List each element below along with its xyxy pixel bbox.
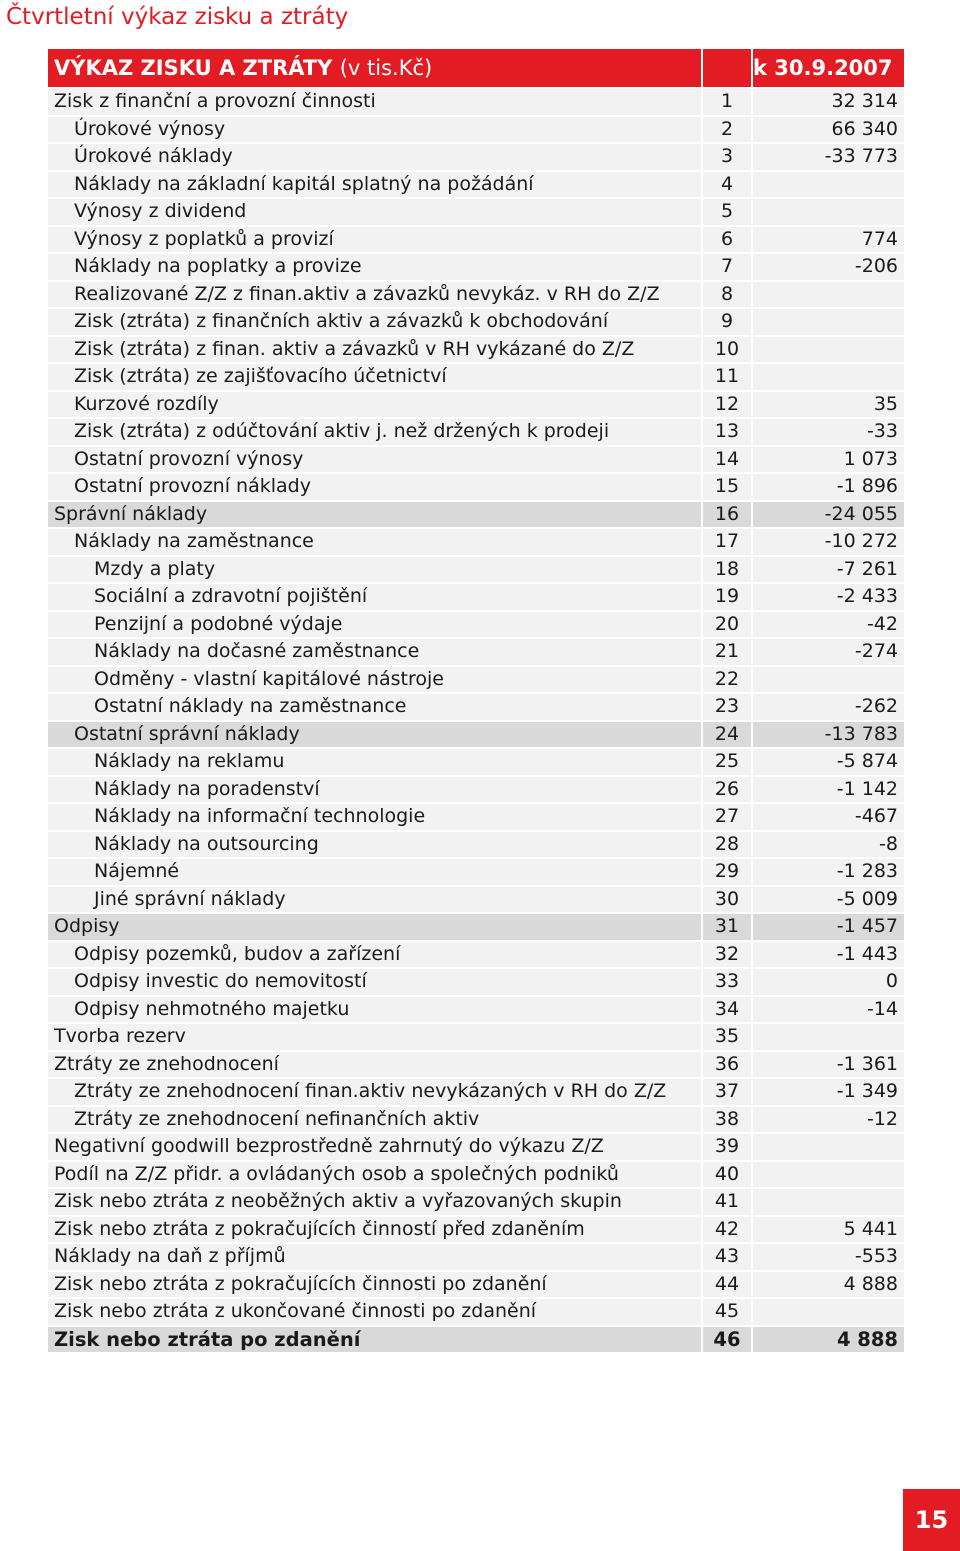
row-number: 24 — [701, 722, 751, 750]
row-value — [751, 172, 904, 200]
table-row — [48, 1244, 904, 1272]
row-number: 44 — [701, 1272, 751, 1300]
table-row — [48, 1134, 904, 1162]
row-label: Ostatní provozní náklady — [48, 474, 701, 502]
row-value: 0 — [751, 969, 904, 997]
table-row — [48, 502, 904, 530]
row-label: Zisk nebo ztráta z neoběžných aktiv a vyřazovaných skupin — [48, 1189, 701, 1217]
row-value — [751, 282, 904, 310]
row-label: Náklady na základní kapitál splatný na požádání — [48, 172, 701, 200]
table-row — [48, 337, 904, 365]
row-number: 8 — [701, 282, 751, 310]
row-number: 5 — [701, 199, 751, 227]
table-row — [48, 942, 904, 970]
table-row — [48, 694, 904, 722]
table-row — [48, 777, 904, 805]
row-value: -13 783 — [751, 722, 904, 750]
row-number: 31 — [701, 914, 751, 942]
row-value: -42 — [751, 612, 904, 640]
table-row — [48, 254, 904, 282]
row-label: Nájemné — [48, 859, 701, 887]
row-value: -12 — [751, 1107, 904, 1135]
table-row — [48, 584, 904, 612]
table-row — [48, 364, 904, 392]
row-number: 45 — [701, 1299, 751, 1327]
row-label: Penzijní a podobné výdaje — [48, 612, 701, 640]
row-value: -8 — [751, 832, 904, 860]
row-value: -553 — [751, 1244, 904, 1272]
row-label: Odměny - vlastní kapitálové nástroje — [48, 667, 701, 695]
row-label: Kurzové rozdíly — [48, 392, 701, 420]
row-number: 37 — [701, 1079, 751, 1107]
row-value: -1 896 — [751, 474, 904, 502]
row-value: -33 773 — [751, 144, 904, 172]
row-label: Zisk z finanční a provozní činnosti — [48, 89, 701, 117]
table-row — [48, 1217, 904, 1245]
table-row — [48, 832, 904, 860]
row-label: Podíl na Z/Z přidr. a ovládaných osob a společných podniků — [48, 1162, 701, 1190]
row-label: Náklady na outsourcing — [48, 832, 701, 860]
row-label: Zisk (ztráta) ze zajišťovacího účetnictví — [48, 364, 701, 392]
table-header-num — [701, 49, 751, 89]
row-value: 5 441 — [751, 1217, 904, 1245]
row-number: 27 — [701, 804, 751, 832]
table-row — [48, 1024, 904, 1052]
table-row — [48, 1189, 904, 1217]
row-label: Zisk (ztráta) z finančních aktiv a závazků k obchodování — [48, 309, 701, 337]
row-number: 22 — [701, 667, 751, 695]
row-number: 2 — [701, 117, 751, 145]
row-label: Výnosy z dividend — [48, 199, 701, 227]
row-number: 6 — [701, 227, 751, 255]
row-number: 32 — [701, 942, 751, 970]
table-row — [48, 1079, 904, 1107]
row-number: 21 — [701, 639, 751, 667]
table-header-title — [48, 49, 701, 89]
table-row — [48, 309, 904, 337]
table-row — [48, 117, 904, 145]
row-label: Realizované Z/Z z finan.aktiv a závazků nevykáz. v RH do Z/Z — [48, 282, 701, 310]
table-row — [48, 447, 904, 475]
table-row — [48, 557, 904, 585]
row-label: Ztráty ze znehodnocení — [48, 1052, 701, 1080]
table-row — [48, 1052, 904, 1080]
row-label: Negativní goodwill bezprostředně zahrnutý do výkazu Z/Z — [48, 1134, 701, 1162]
table-row — [48, 474, 904, 502]
row-number: 3 — [701, 144, 751, 172]
row-label: Zisk nebo ztráta z pokračujících činnosti po zdanění — [48, 1272, 701, 1300]
row-number: 46 — [701, 1327, 751, 1355]
table-body — [48, 89, 904, 1354]
row-label: Zisk (ztráta) z odúčtování aktiv j. než držených k prodeji — [48, 419, 701, 447]
row-value — [751, 337, 904, 365]
row-label: Náklady na daň z příjmů — [48, 1244, 701, 1272]
row-value: -5 009 — [751, 887, 904, 915]
row-value: -274 — [751, 639, 904, 667]
row-value: -206 — [751, 254, 904, 282]
row-value — [751, 1299, 904, 1327]
table-row — [48, 199, 904, 227]
row-number: 42 — [701, 1217, 751, 1245]
table-row — [48, 529, 904, 557]
row-label: Úrokové výnosy — [48, 117, 701, 145]
row-number: 23 — [701, 694, 751, 722]
row-value — [751, 1162, 904, 1190]
row-label: Zisk nebo ztráta z ukončované činnosti po zdanění — [48, 1299, 701, 1327]
table-row — [48, 804, 904, 832]
row-number: 26 — [701, 777, 751, 805]
row-number: 14 — [701, 447, 751, 475]
row-number: 34 — [701, 997, 751, 1025]
row-value — [751, 1134, 904, 1162]
table-header-unit: (v tis.Kč) — [339, 56, 433, 80]
row-value: 4 888 — [751, 1272, 904, 1300]
table-row — [48, 89, 904, 117]
row-label: Odpisy nehmotného majetku — [48, 997, 701, 1025]
row-value: -5 874 — [751, 749, 904, 777]
row-number: 17 — [701, 529, 751, 557]
row-label: Mzdy a platy — [48, 557, 701, 585]
row-label: Odpisy pozemků, budov a zařízení — [48, 942, 701, 970]
row-value: 1 073 — [751, 447, 904, 475]
row-number: 12 — [701, 392, 751, 420]
row-value: -1 361 — [751, 1052, 904, 1080]
row-value: -467 — [751, 804, 904, 832]
row-label: Jiné správní náklady — [48, 887, 701, 915]
row-number: 39 — [701, 1134, 751, 1162]
row-label: Odpisy investic do nemovitostí — [48, 969, 701, 997]
row-value — [751, 309, 904, 337]
row-value: -7 261 — [751, 557, 904, 585]
row-label: Ostatní provozní výnosy — [48, 447, 701, 475]
row-value: -24 055 — [751, 502, 904, 530]
table-row — [48, 969, 904, 997]
row-number: 11 — [701, 364, 751, 392]
table-row — [48, 172, 904, 200]
row-value: -33 — [751, 419, 904, 447]
row-number: 43 — [701, 1244, 751, 1272]
table-row — [48, 667, 904, 695]
page-number-badge: 15 — [903, 1489, 960, 1551]
row-value: -1 142 — [751, 777, 904, 805]
table-row — [48, 282, 904, 310]
row-label: Ostatní správní náklady — [48, 722, 701, 750]
row-value: -1 457 — [751, 914, 904, 942]
row-value: 32 314 — [751, 89, 904, 117]
row-label: Náklady na dočasné zaměstnance — [48, 639, 701, 667]
row-label: Správní náklady — [48, 502, 701, 530]
row-value — [751, 1189, 904, 1217]
table-row — [48, 1162, 904, 1190]
row-number: 4 — [701, 172, 751, 200]
row-number: 9 — [701, 309, 751, 337]
table-row — [48, 1327, 904, 1355]
row-number: 25 — [701, 749, 751, 777]
table-row — [48, 997, 904, 1025]
table-row — [48, 639, 904, 667]
row-number: 35 — [701, 1024, 751, 1052]
row-label: Ostatní náklady na zaměstnance — [48, 694, 701, 722]
row-label: Zisk (ztráta) z finan. aktiv a závazků v RH vykázané do Z/Z — [48, 337, 701, 365]
table-row — [48, 419, 904, 447]
row-value: -1 443 — [751, 942, 904, 970]
table-row — [48, 227, 904, 255]
row-number: 29 — [701, 859, 751, 887]
row-number: 7 — [701, 254, 751, 282]
row-value — [751, 199, 904, 227]
table-row — [48, 887, 904, 915]
row-label: Odpisy — [48, 914, 701, 942]
row-label: Sociální a zdravotní pojištění — [48, 584, 701, 612]
row-number: 40 — [701, 1162, 751, 1190]
row-number: 15 — [701, 474, 751, 502]
table-row — [48, 612, 904, 640]
row-label: Náklady na informační technologie — [48, 804, 701, 832]
row-number: 13 — [701, 419, 751, 447]
row-number: 18 — [701, 557, 751, 585]
row-value — [751, 667, 904, 695]
row-label: Náklady na poplatky a provize — [48, 254, 701, 282]
row-label: Zisk nebo ztráta z pokračujících činností před zdaněním — [48, 1217, 701, 1245]
row-label: Tvorba rezerv — [48, 1024, 701, 1052]
row-number: 16 — [701, 502, 751, 530]
table-row — [48, 1299, 904, 1327]
row-label: Náklady na reklamu — [48, 749, 701, 777]
table-header-date: k 30.9.2007 — [751, 49, 904, 89]
row-number: 19 — [701, 584, 751, 612]
row-number: 20 — [701, 612, 751, 640]
row-number: 36 — [701, 1052, 751, 1080]
row-number: 38 — [701, 1107, 751, 1135]
row-label: Náklady na zaměstnance — [48, 529, 701, 557]
row-value: -10 272 — [751, 529, 904, 557]
table-row — [48, 859, 904, 887]
table-header-row — [48, 49, 904, 89]
row-value: -2 433 — [751, 584, 904, 612]
row-number: 10 — [701, 337, 751, 365]
row-label: Ztráty ze znehodnocení nefinančních aktiv — [48, 1107, 701, 1135]
row-value: 66 340 — [751, 117, 904, 145]
row-value: -262 — [751, 694, 904, 722]
row-label: Výnosy z poplatků a provizí — [48, 227, 701, 255]
row-number: 30 — [701, 887, 751, 915]
row-value — [751, 364, 904, 392]
row-number: 41 — [701, 1189, 751, 1217]
table-row — [48, 914, 904, 942]
row-label: Ztráty ze znehodnocení finan.aktiv nevykázaných v RH do Z/Z — [48, 1079, 701, 1107]
income-statement-table — [48, 49, 904, 1354]
table-row — [48, 144, 904, 172]
table-row — [48, 1107, 904, 1135]
row-value: -1 283 — [751, 859, 904, 887]
row-value — [751, 1024, 904, 1052]
row-label: Náklady na poradenství — [48, 777, 701, 805]
page-title: Čtvrtletní výkaz zisku a ztráty — [6, 4, 349, 30]
table-row — [48, 1272, 904, 1300]
row-value: -1 349 — [751, 1079, 904, 1107]
row-value: 774 — [751, 227, 904, 255]
row-value: 4 888 — [751, 1327, 904, 1355]
row-number: 1 — [701, 89, 751, 117]
row-label: Zisk nebo ztráta po zdanění — [48, 1327, 701, 1355]
table-header-title-text: VÝKAZ ZISKU A ZTRÁTY — [54, 56, 333, 80]
table-row — [48, 749, 904, 777]
table-row — [48, 392, 904, 420]
row-value: -14 — [751, 997, 904, 1025]
row-number: 28 — [701, 832, 751, 860]
row-number: 33 — [701, 969, 751, 997]
row-label: Úrokové náklady — [48, 144, 701, 172]
row-value: 35 — [751, 392, 904, 420]
table-row — [48, 722, 904, 750]
